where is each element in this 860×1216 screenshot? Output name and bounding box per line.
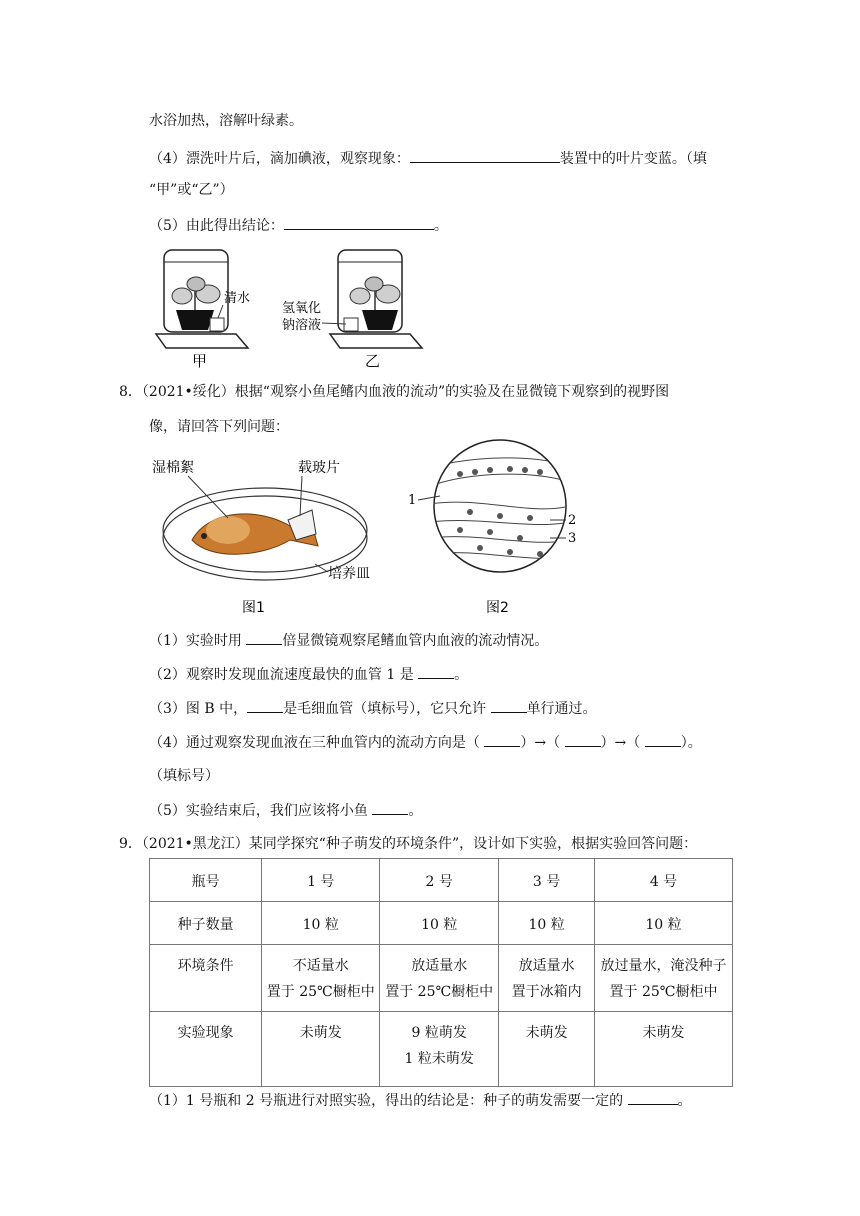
- q8-s5-prefix: （5）实验结束后，我们应该将小鱼: [149, 803, 373, 819]
- table-header-cell: 1 号: [262, 859, 380, 902]
- q7-s5-blank[interactable]: [284, 215, 434, 230]
- q8-s3-mid: 是毛细血管（填标号），它只允许: [283, 701, 491, 717]
- label-water: 清水: [224, 291, 251, 306]
- q8-s4-blank-3[interactable]: [645, 732, 681, 747]
- q7-s4-prefix: （4）漂洗叶片后，滴加碘液，观察现象：: [149, 151, 410, 167]
- cell-line: 不适量水: [292, 958, 349, 974]
- q8-subquestion-5: [149, 800, 422, 821]
- q7-text-continuation: 水浴加热，溶解叶绿素。: [149, 113, 303, 129]
- q8-title-line-2: 像，请回答下列问题：: [149, 419, 289, 435]
- q8-s5-suffix: 。: [408, 803, 423, 819]
- table-cell: 10 粒: [380, 902, 499, 945]
- q8-fig1-fish-dish: [150, 448, 395, 616]
- table-header-cell: 4 号: [595, 859, 733, 902]
- q8-s4-blank-2[interactable]: [565, 732, 601, 747]
- yi-apparatus: [330, 250, 422, 348]
- table-cell: 10 粒: [262, 902, 380, 945]
- table-cell: 实验现象: [150, 1012, 262, 1087]
- table-row: [150, 1012, 733, 1087]
- cell-line: 放过量水，淹没种子: [600, 958, 727, 974]
- q8-s4-arrow-2: ）→（: [600, 735, 645, 751]
- cell-line: 放适量水: [518, 958, 575, 974]
- label-culture-dish: 培养皿: [328, 566, 370, 582]
- table-cell: [499, 945, 595, 1012]
- table-cell: 未萌发: [262, 1012, 380, 1087]
- table-cell: [380, 945, 499, 1012]
- table-header-row: [150, 859, 733, 902]
- cell-line: 置于 25℃橱柜中: [266, 984, 375, 1000]
- q8-subquestion-4: [149, 732, 702, 753]
- q8-subquestion-2: [149, 664, 468, 685]
- q8-s4-prefix: （4）通过观察发现血液在三种血管内的流动方向是（: [149, 735, 485, 751]
- q8-s4-arrow-1: ）→（: [520, 735, 565, 751]
- label-wet-cotton: 湿棉絮: [152, 460, 194, 476]
- q8-s3-blank-1[interactable]: [247, 698, 283, 713]
- table-row: [150, 902, 733, 945]
- q9-title: 9．（2021•黑龙江）某同学探究“种子萌发的环境条件”，设计如下实验，根据实验回答问题：: [119, 836, 698, 852]
- q7-s5-prefix: （5）由此得出结论：: [149, 218, 284, 234]
- q7-s4-blank[interactable]: [410, 148, 560, 163]
- q8-subquestion-3: [149, 698, 597, 719]
- cell-line: 9 粒萌发: [411, 1025, 467, 1041]
- q8-s3-blank-2[interactable]: [491, 698, 527, 713]
- q9-experiment-table: [149, 858, 733, 1087]
- table-row: [150, 945, 733, 1012]
- table-header-cell: 瓶号: [150, 859, 262, 902]
- q9-subquestion-1: [149, 1090, 692, 1111]
- fig2-label-3: 3: [568, 531, 577, 546]
- table-cell: 环境条件: [150, 945, 262, 1012]
- q7-s4-note: “甲”或“乙”）: [149, 182, 234, 198]
- q7-s5-suffix: 。: [433, 218, 448, 234]
- q8-s2-suffix: 。: [454, 667, 469, 683]
- cell-line: 置于冰箱内: [511, 984, 582, 1000]
- q8-s1-blank[interactable]: [246, 630, 282, 645]
- table-cell: 10 粒: [499, 902, 595, 945]
- caption-jia: 甲: [192, 352, 208, 370]
- q9-s1-prefix: （1）1 号瓶和 2 号瓶进行对照实验，得出的结论是：种子的萌发需要一定的: [149, 1093, 628, 1109]
- q8-s3-suffix: 单行通过。: [526, 701, 597, 717]
- q7-subquestion-4: [149, 148, 707, 169]
- q8-subquestion-1: [149, 630, 548, 651]
- table-cell: 种子数量: [150, 902, 262, 945]
- table-header-cell: 2 号: [380, 859, 499, 902]
- cell-line: 置于 25℃橱柜中: [385, 984, 494, 1000]
- fig1-caption: 图1: [242, 600, 265, 616]
- q8-s1-suffix: 倍显微镜观察尾鳍血管内血液的流动情况。: [282, 633, 549, 649]
- q7-bell-jar-figure: [150, 240, 430, 370]
- q8-s2-blank[interactable]: [418, 664, 454, 679]
- fig2-label-2: 2: [568, 513, 577, 528]
- q8-s4-note: （填标号）: [149, 768, 219, 784]
- q8-s4-suffix: ）。: [680, 735, 702, 751]
- q8-s3-prefix: （3）图 B 中，: [149, 701, 248, 717]
- table-cell: 未萌发: [595, 1012, 733, 1087]
- table-header-cell: 3 号: [499, 859, 595, 902]
- cell-line: 放适量水: [411, 958, 468, 974]
- q8-fig2-microscope-view: [400, 426, 600, 616]
- table-cell: [262, 945, 380, 1012]
- table-cell: 10 粒: [595, 902, 733, 945]
- label-naoh-1: 氢氧化: [282, 301, 322, 316]
- fig2-caption: 图2: [486, 600, 509, 616]
- q8-s2-prefix: （2）观察时发现血流速度最快的血管 1 是: [149, 667, 419, 683]
- table-cell: [595, 945, 733, 1012]
- caption-yi: 乙: [365, 352, 381, 370]
- label-slide: 载玻片: [298, 460, 340, 476]
- q9-s1-suffix: 。: [677, 1093, 692, 1109]
- table-cell: 未萌发: [499, 1012, 595, 1087]
- label-naoh-2: 钠溶液: [282, 318, 322, 333]
- fig2-label-1: 1: [408, 493, 417, 508]
- q8-title-line-1: 8．（2021•绥化）根据“观察小鱼尾鳍内血液的流动”的实验及在显微镜下观察到的视野图: [119, 384, 670, 400]
- table-cell: [380, 1012, 499, 1087]
- cell-line: 置于 25℃橱柜中: [609, 984, 718, 1000]
- q9-s1-blank[interactable]: [628, 1090, 678, 1105]
- cell-line: 1 粒未萌发: [404, 1051, 474, 1067]
- q8-s5-blank[interactable]: [372, 800, 408, 815]
- q8-s1-prefix: （1）实验时用: [149, 633, 247, 649]
- q7-subquestion-5: [149, 215, 448, 236]
- q7-s4-suffix: 装置中的叶片变蓝。（填: [559, 151, 707, 167]
- q8-s4-blank-1[interactable]: [484, 732, 520, 747]
